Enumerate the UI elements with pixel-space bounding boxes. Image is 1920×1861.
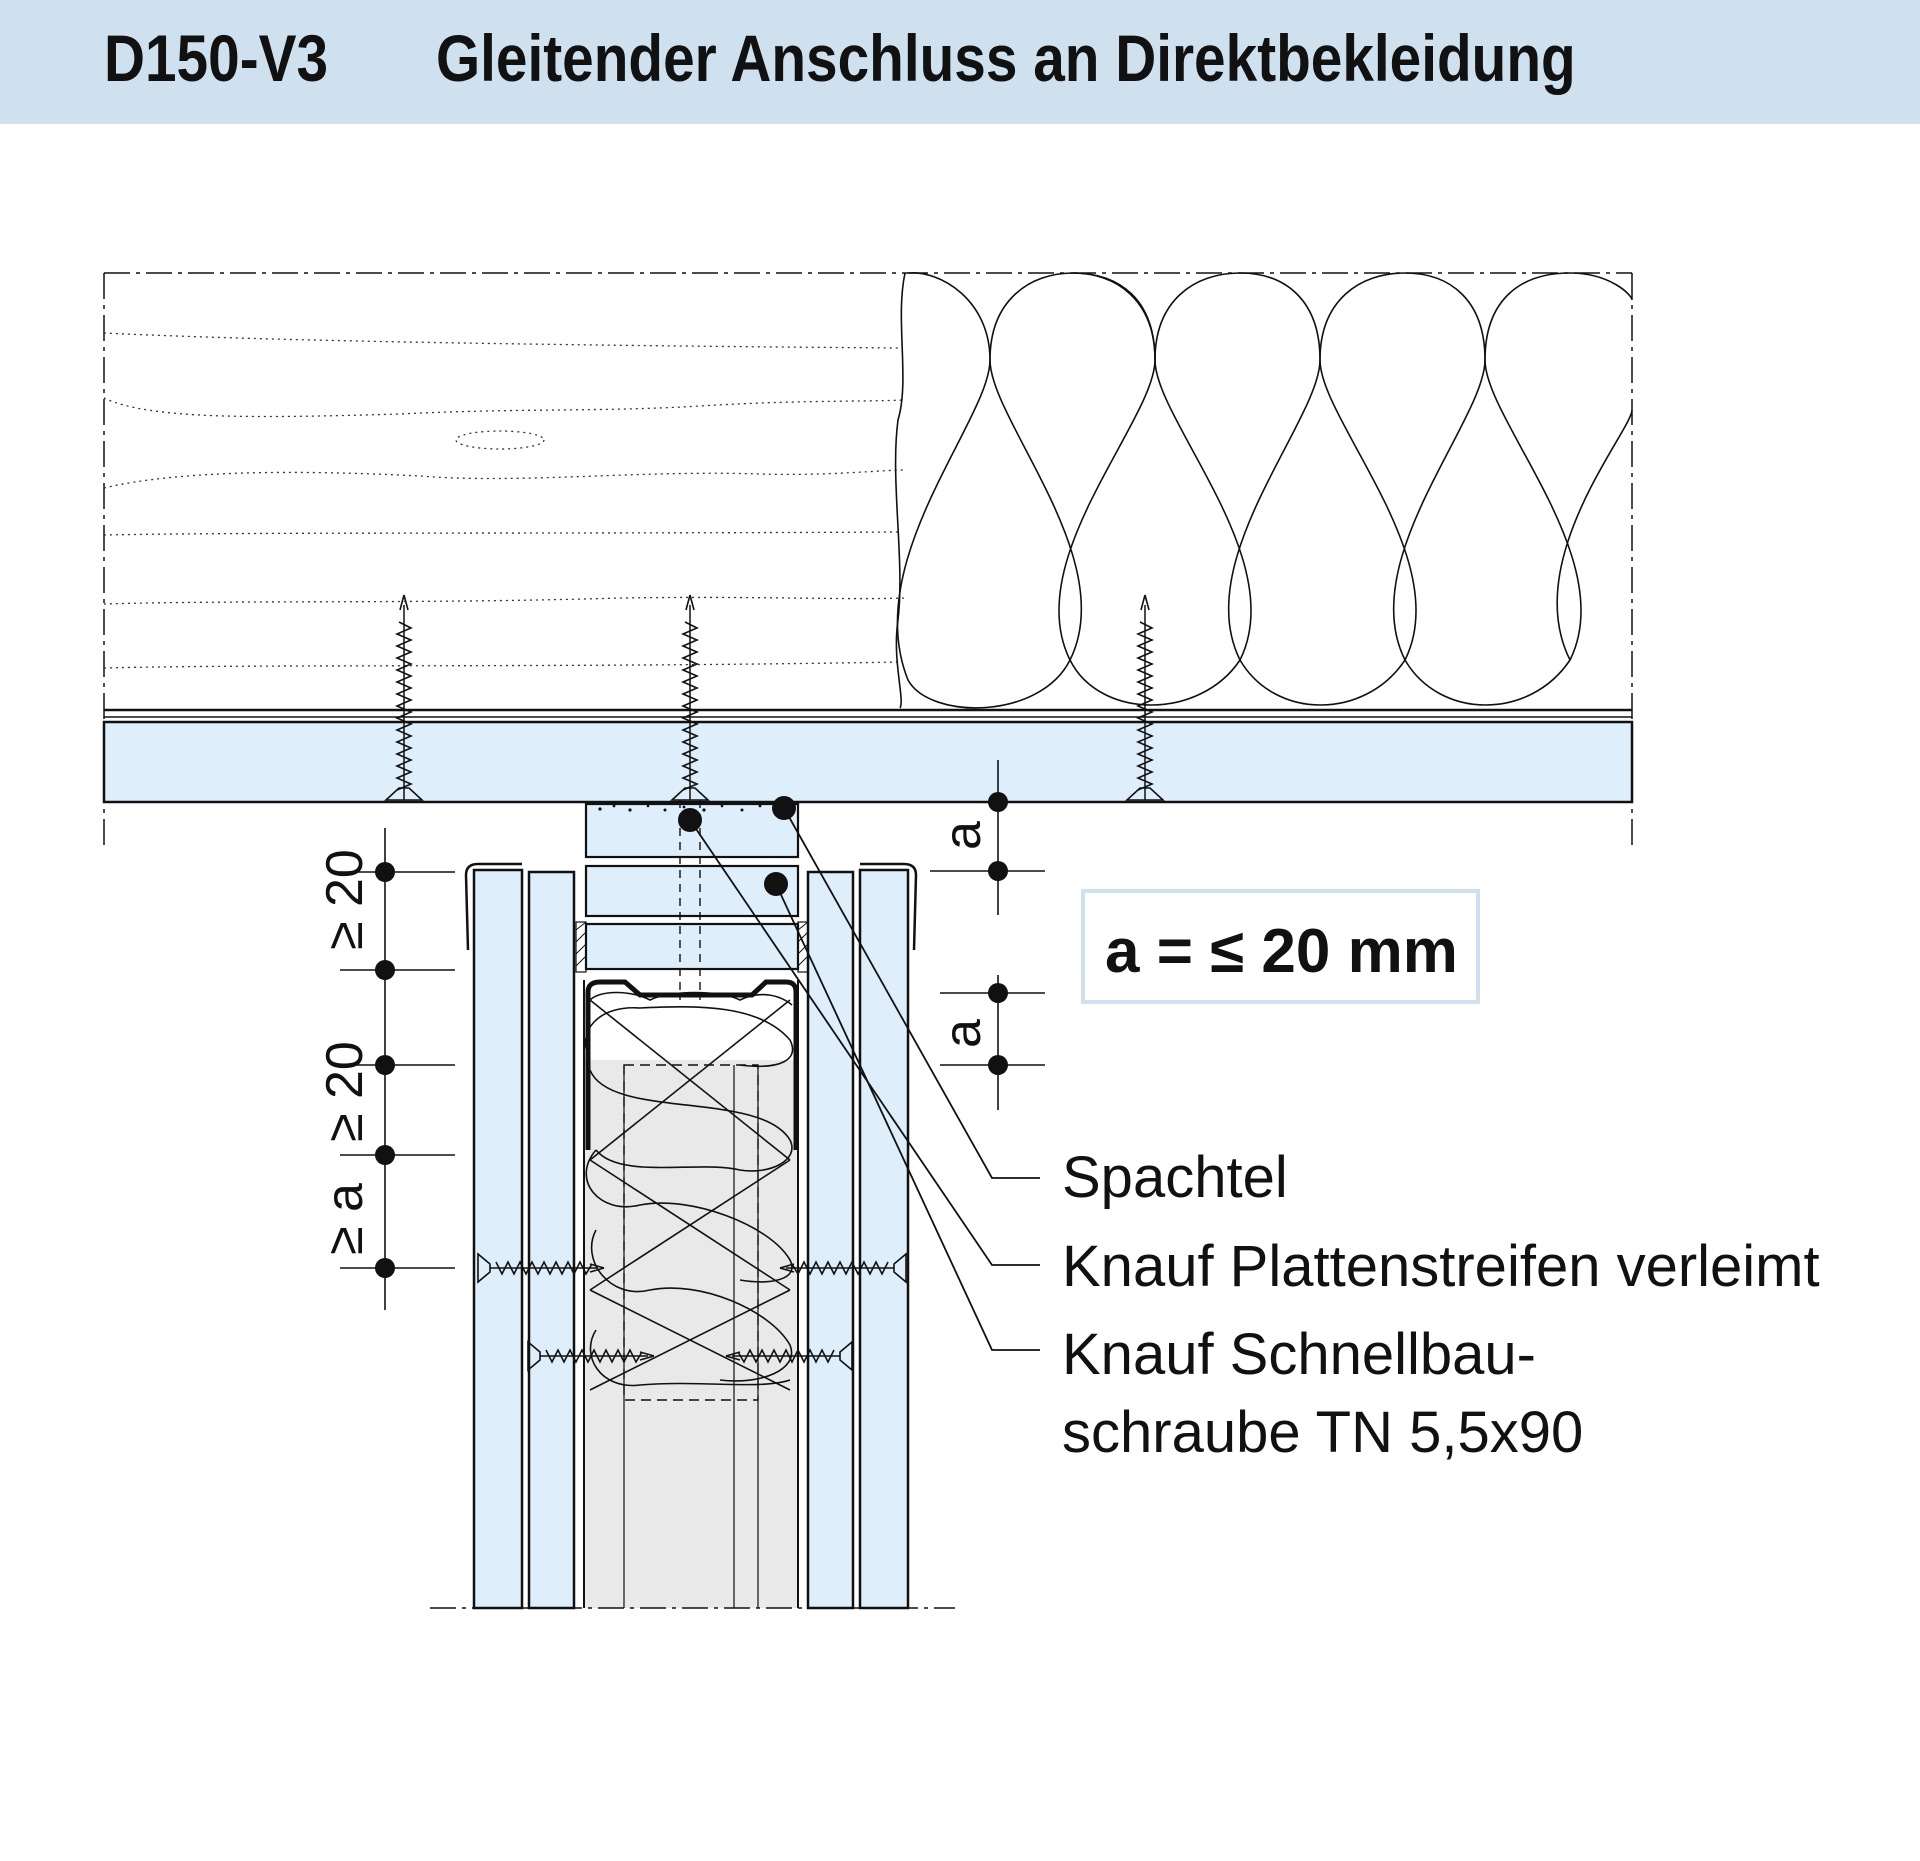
dim-mid-a: a: [934, 1019, 992, 1048]
wall-section: [430, 800, 955, 1608]
drawing-title: Gleitender Anschluss an Direktbekleidung: [436, 21, 1576, 95]
dim-left-mid: ≥ 20: [316, 1041, 374, 1142]
dim-left-top: ≥ 20: [316, 849, 374, 950]
dim-left-bottom: ≥ a: [316, 1183, 374, 1255]
formula-text: a = ≤ 20 mm: [1105, 917, 1458, 986]
label-spachtel: Spachtel: [1062, 1145, 1288, 1210]
label-schraube-1: Knauf Schnellbau-: [1062, 1322, 1536, 1387]
dim-top-a: a: [934, 821, 992, 850]
label-plattenstreifen: Knauf Plattenstreifen verleimt: [1062, 1234, 1820, 1299]
drawing-code: D150-V3: [104, 21, 329, 95]
mineral-wool-insulation: [896, 273, 1632, 708]
formula-box: [1083, 891, 1478, 1002]
direct-cladding-boards: [104, 710, 1632, 802]
label-schraube-2: schraube TN 5,5x90: [1062, 1400, 1584, 1465]
